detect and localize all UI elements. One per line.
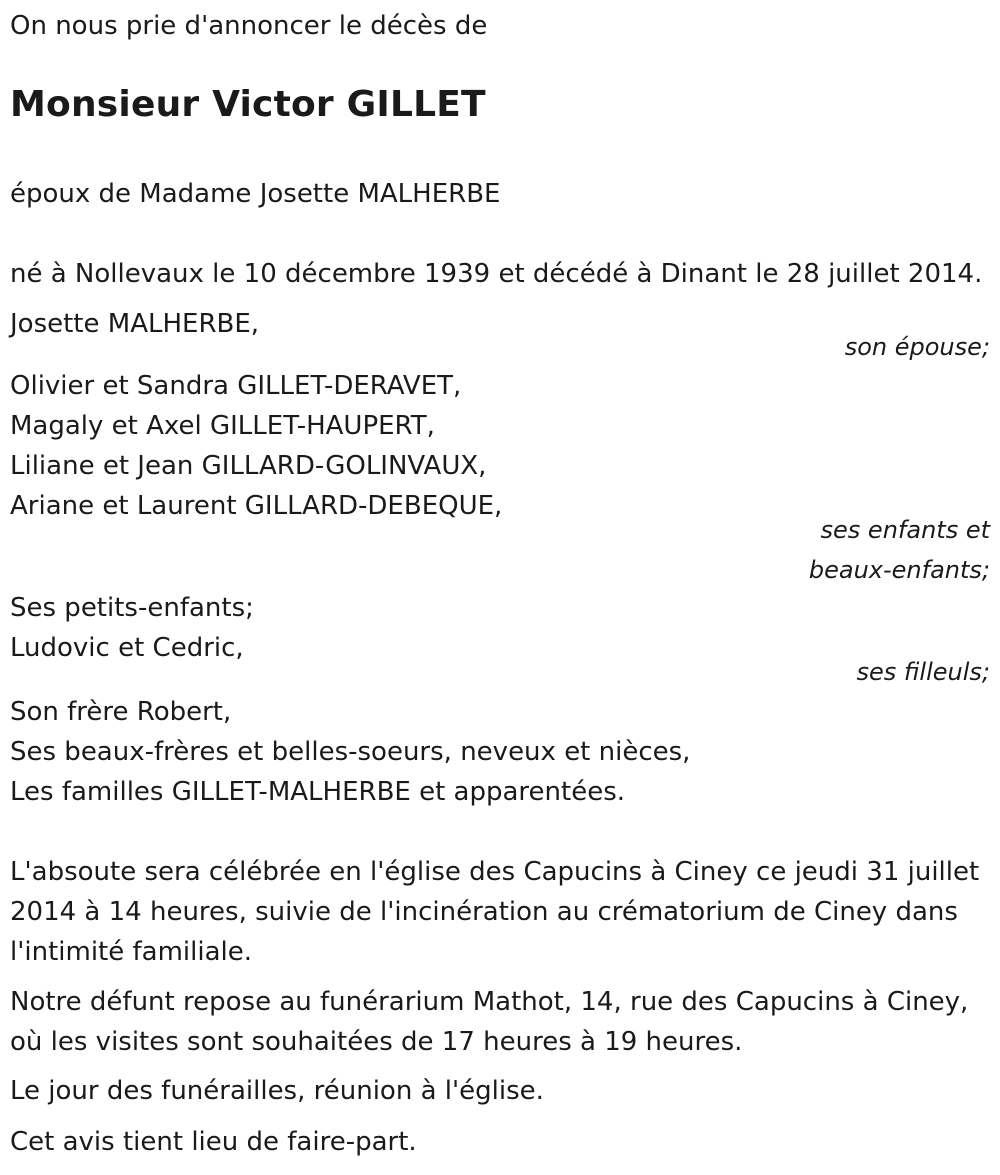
funeral-day-line: Le jour des funérailles, réunion à l'église.: [10, 1076, 544, 1106]
ceremony-line: l'intimité familiale.: [10, 937, 252, 967]
ceremony-line: L'absoute sera célébrée en l'église des Capucins à Ciney ce jeudi 31 juillet: [10, 857, 980, 887]
spouse-line: époux de Madame Josette MALHERBE: [10, 179, 501, 209]
deceased-name: Monsieur Victor GILLET: [10, 84, 486, 125]
children-role-line1: ses enfants et: [820, 516, 990, 544]
child-name: Liliane et Jean GILLARD-GOLINVAUX,: [10, 451, 487, 481]
spouse-name: Josette MALHERBE,: [10, 309, 260, 339]
intro-text: On nous prie d'annoncer le décès de: [10, 11, 488, 41]
closing-line: Cet avis tient lieu de faire-part.: [10, 1127, 417, 1157]
child-name: Magaly et Axel GILLET-HAUPERT,: [10, 411, 435, 441]
birth-death-line: né à Nollevaux le 10 décembre 1939 et décédé à Dinant le 28 juillet 2014.: [10, 259, 983, 289]
ceremony-line: 2014 à 14 heures, suivie de l'incinération au crématorium de Ciney dans: [10, 897, 958, 927]
grandchildren-line: Ses petits-enfants;: [10, 593, 254, 623]
godchildren-names: Ludovic et Cedric,: [10, 633, 244, 663]
child-name: Ariane et Laurent GILLARD-DEBEQUE,: [10, 491, 503, 521]
visitation-line: où les visites sont souhaitées de 17 heures à 19 heures.: [10, 1027, 743, 1057]
relative-line: Son frère Robert,: [10, 697, 232, 727]
children-role-line2: beaux-enfants;: [808, 556, 990, 584]
spouse-role: son épouse;: [844, 333, 990, 361]
relative-line: Les familles GILLET-MALHERBE et apparentées.: [10, 777, 626, 807]
godchildren-role: ses filleuls;: [856, 658, 990, 686]
child-name: Olivier et Sandra GILLET-DERAVET,: [10, 371, 462, 401]
visitation-line: Notre défunt repose au funérarium Mathot, 14, rue des Capucins à Ciney,: [10, 987, 969, 1017]
relative-line: Ses beaux-frères et belles-soeurs, neveux et nièces,: [10, 737, 691, 767]
